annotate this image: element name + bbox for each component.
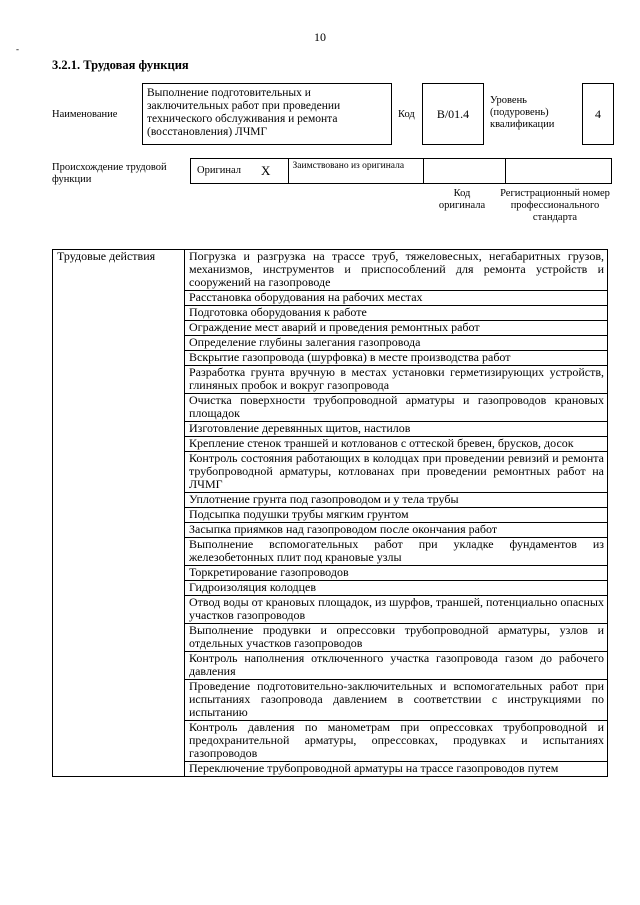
labor-action-cell: Подготовка оборудования к работе xyxy=(185,306,608,321)
original-mark: X xyxy=(261,163,271,178)
original-label: Оригинал xyxy=(197,165,241,176)
registration-number-caption: Регистрационный номер профессионального стандарта xyxy=(500,188,610,223)
labor-action-cell: Выполнение продувки и опрессовки трубопроводной арматуры, узлов и отдельных участков газопроводов xyxy=(185,624,608,652)
labor-action-cell: Вскрытие газопровода (шурфовка) в месте производства работ xyxy=(185,351,608,366)
original-cell xyxy=(191,159,289,183)
labor-action-cell: Ограждение мест аварий и проведения ремонтных работ xyxy=(185,321,608,336)
origin-label: Происхождение трудовой функции xyxy=(52,162,167,185)
labor-action-cell: Расстановка оборудования на рабочих местах xyxy=(185,291,608,306)
registration-number-cell xyxy=(506,159,611,183)
labor-action-cell: Изготовление деревянных щитов, настилов xyxy=(185,422,608,437)
code-value-box xyxy=(422,83,484,145)
labor-action-cell: Засыпка приямков над газопроводом после окончания работ xyxy=(185,523,608,538)
level-value-box xyxy=(582,83,614,145)
original-code-cell xyxy=(424,159,506,183)
corner-mark: - xyxy=(16,44,19,54)
labor-action-cell: Разработка грунта вручную в местах установки герметизирующих устройств, глиняных пробок и вокруг газопровода xyxy=(185,366,608,394)
labor-action-cell: Выполнение вспомогательных работ при укладке фундаментов из железобетонных плит под крановые узлы xyxy=(185,538,608,566)
labor-action-cell: Контроль наполнения отключенного участка газопровода газом до рабочего давления xyxy=(185,652,608,680)
level-label: Уровень (подуровень) квалификации xyxy=(490,95,555,130)
page-number: 10 xyxy=(314,30,326,44)
labor-action-cell: Контроль состояния работающих в колодцах при проведении ревизий и ремонта трубопроводной арматуры, котлованах при проведении ремонтных работ на ЛЧМГ xyxy=(185,452,608,493)
labor-action-cell: Отвод воды от крановых площадок, из шурфов, траншей, потенциально опасных участков газопроводов xyxy=(185,596,608,624)
borrowed-cell: Заимствовано из оригинала xyxy=(289,159,424,183)
labor-action-cell: Контроль давления по манометрам при опрессовках трубопроводной и предохранительной арматуры, опрессовках, продувках и испытаниях газопроводов xyxy=(185,721,608,762)
section-title: 3.2.1. Трудовая функция xyxy=(52,58,189,72)
code-original-caption: Код оригинала xyxy=(438,188,486,211)
labor-action-cell: Крепление стенок траншей и котлованов с оттеской бревен, брусков, досок xyxy=(185,437,608,452)
code-label: Код xyxy=(398,109,415,120)
code-value: B/01.4 xyxy=(436,106,470,121)
labor-action-cell: Переключение трубопроводной арматуры на трассе газопроводов путем xyxy=(185,762,608,777)
level-value: 4 xyxy=(595,106,601,121)
labor-action-cell: Проведение подготовительно-заключительных и вспомогательных работ при испытаниях газопровода давлением в соответствии с инструкциями по испытанию xyxy=(185,680,608,721)
name-label: Наименование xyxy=(52,109,118,120)
function-name-box: Выполнение подготовительных и заключительных работ при проведении технического обслуживания и ремонта (восстановления) ЛЧМГ xyxy=(142,83,392,145)
labor-action-cell: Погрузка и разгрузка на трассе труб, тяжеловесных, негабаритных грузов, механизмов, инструментов и приспособлений для ремонта устройств и сооружений на газопроводе xyxy=(185,250,608,291)
labor-action-cell: Определение глубины залегания газопровода xyxy=(185,336,608,351)
table-row xyxy=(53,250,608,291)
labor-action-cell: Подсыпка подушки трубы мягким грунтом xyxy=(185,508,608,523)
origin-row xyxy=(190,158,612,184)
labor-action-cell: Уплотнение грунта под газопроводом и у тела трубы xyxy=(185,493,608,508)
labor-action-cell: Очистка поверхности трубопроводной арматуры и газопроводов крановых площадок xyxy=(185,394,608,422)
labor-action-cell: Гидроизоляция колодцев xyxy=(185,581,608,596)
labor-action-cell: Торкретирование газопроводов xyxy=(185,566,608,581)
labor-actions-table xyxy=(52,249,608,777)
row-header-labor-actions: Трудовые действия xyxy=(53,250,185,777)
